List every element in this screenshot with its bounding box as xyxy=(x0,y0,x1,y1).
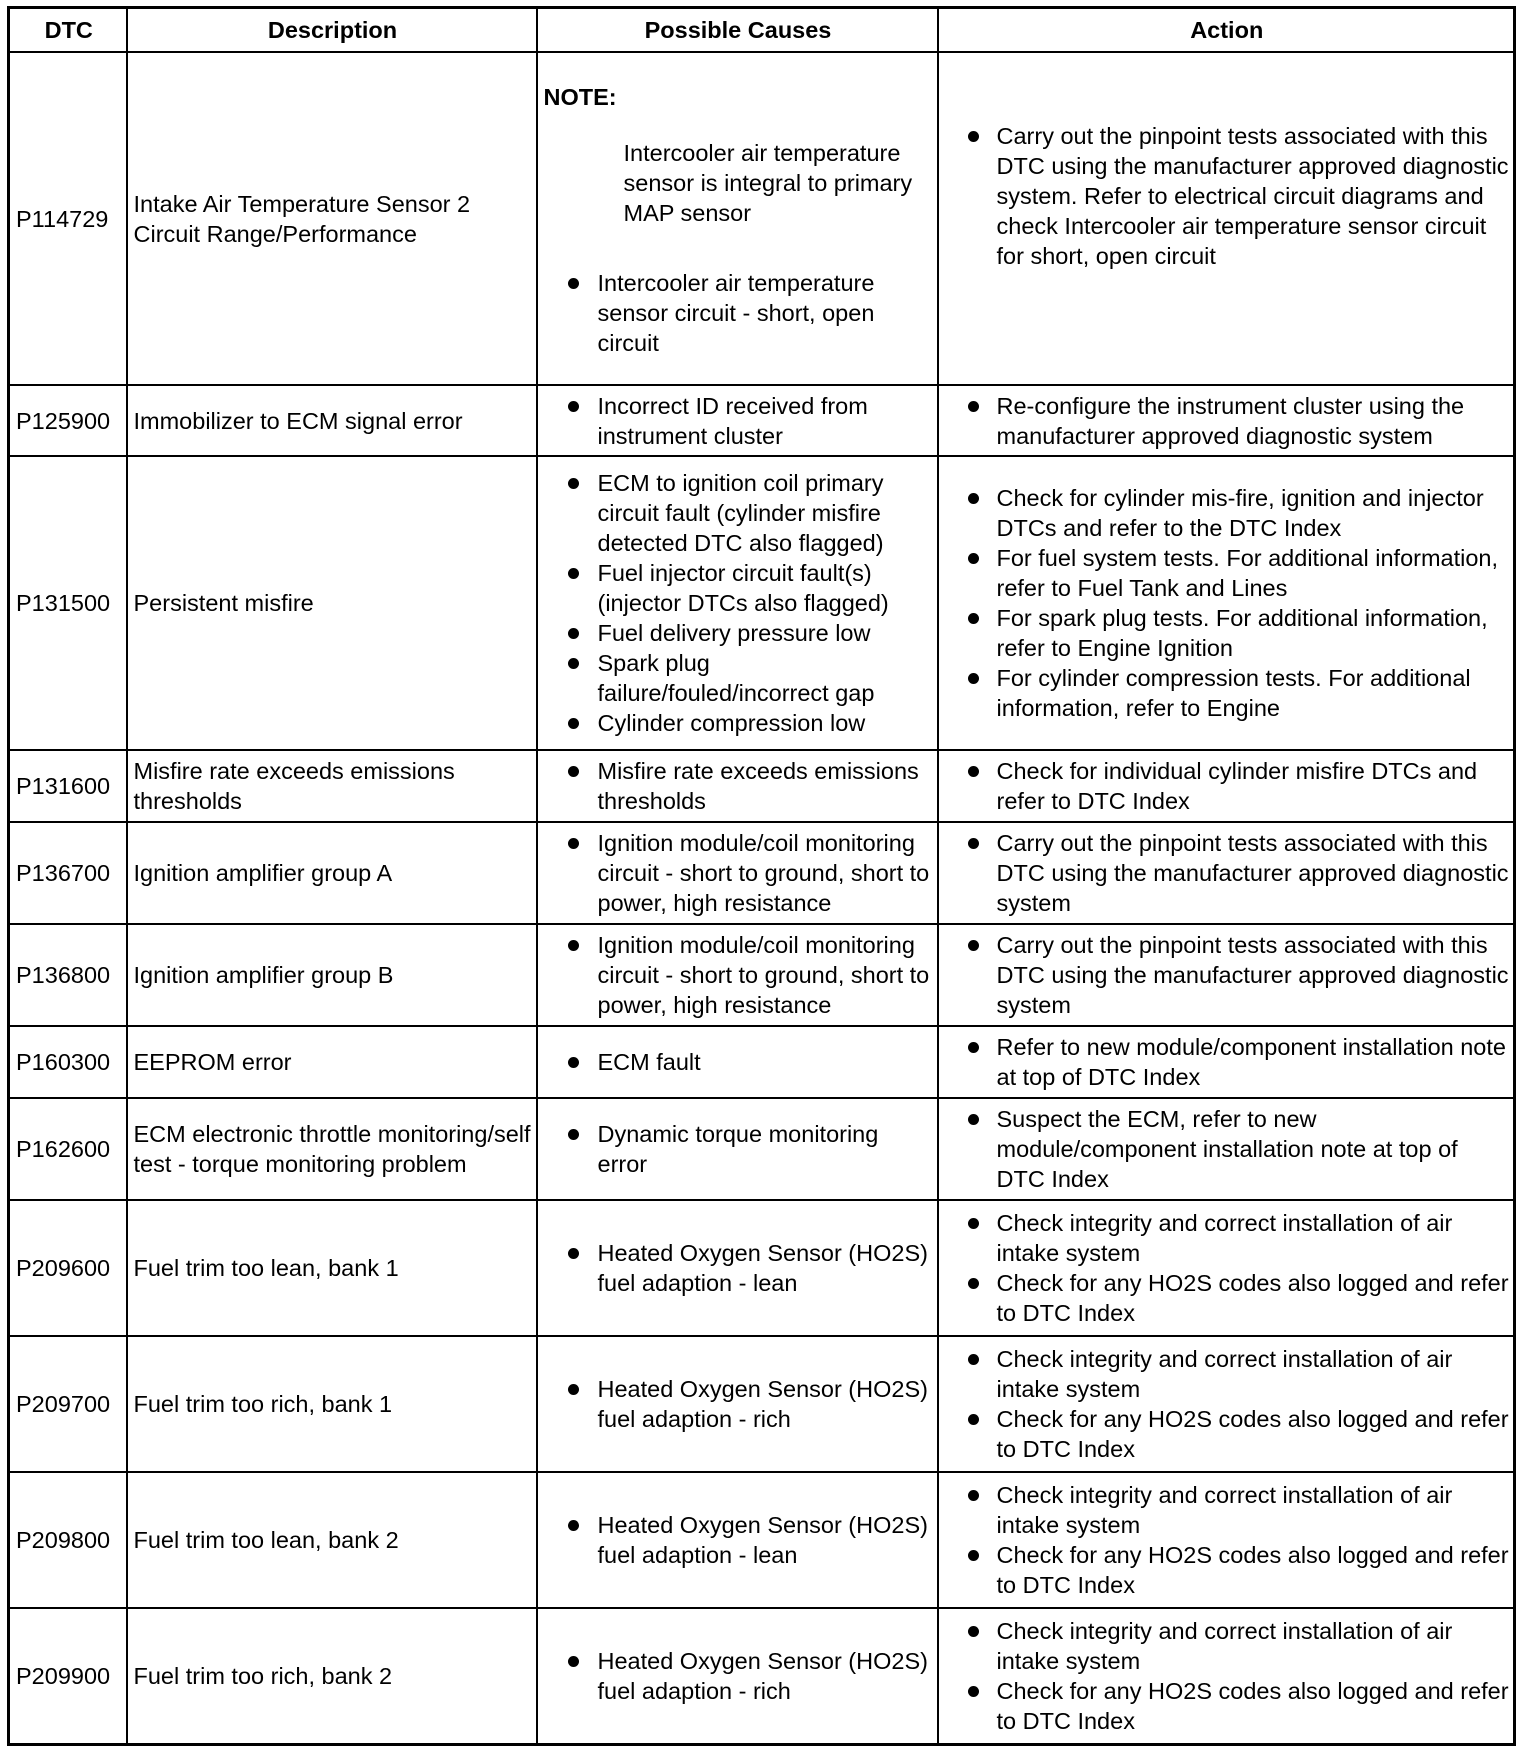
dtc-code: P136700 xyxy=(9,822,127,924)
action-item: Carry out the pinpoint tests associated with this DTC using the manufacturer approved diagnostic system xyxy=(945,828,1510,918)
dtc-code: P131600 xyxy=(9,750,127,822)
header-description: Description xyxy=(127,8,537,53)
dtc-description: Fuel trim too rich, bank 1 xyxy=(127,1336,537,1472)
action-item: Check for any HO2S codes also logged and refer to DTC Index xyxy=(945,1268,1510,1328)
causes-list xyxy=(544,756,933,816)
actions-cell xyxy=(938,924,1515,1026)
header-dtc: DTC xyxy=(9,8,127,53)
action-item: Check for any HO2S codes also logged and refer to DTC Index xyxy=(945,1540,1510,1600)
actions-list xyxy=(945,1104,1510,1194)
actions-list xyxy=(945,121,1510,271)
actions-cell xyxy=(938,750,1515,822)
dtc-code: P209600 xyxy=(9,1200,127,1336)
causes-list xyxy=(544,391,933,451)
dtc-code: P136800 xyxy=(9,924,127,1026)
possible-causes-cell xyxy=(537,1608,938,1744)
actions-cell xyxy=(938,822,1515,924)
actions-list xyxy=(945,391,1510,451)
cause-item: Incorrect ID received from instrument cluster xyxy=(544,391,933,451)
table-row xyxy=(9,1336,1515,1472)
dtc-code: P160300 xyxy=(9,1026,127,1098)
actions-list xyxy=(945,1480,1510,1600)
action-item: For fuel system tests. For additional information, refer to Fuel Tank and Lines xyxy=(945,543,1510,603)
action-item: Check for cylinder mis-fire, ignition and injector DTCs and refer to the DTC Index xyxy=(945,483,1510,543)
table-row xyxy=(9,52,1515,385)
dtc-code: P125900 xyxy=(9,385,127,456)
actions-list xyxy=(945,1616,1510,1736)
dtc-table xyxy=(7,6,1516,1746)
causes-list xyxy=(544,1119,933,1179)
possible-causes-cell xyxy=(537,385,938,456)
dtc-description: ECM electronic throttle monitoring/self test - torque monitoring problem xyxy=(127,1098,537,1200)
possible-causes-cell xyxy=(537,1336,938,1472)
actions-cell xyxy=(938,1098,1515,1200)
table-row xyxy=(9,1608,1515,1744)
table-row xyxy=(9,1472,1515,1608)
cause-item: Heated Oxygen Sensor (HO2S) fuel adaption - rich xyxy=(544,1374,933,1434)
cause-item: Fuel injector circuit fault(s) (injector DTCs also flagged) xyxy=(544,558,933,618)
cause-item: Spark plug failure/fouled/incorrect gap xyxy=(544,648,933,708)
causes-list xyxy=(544,268,933,358)
table-row xyxy=(9,385,1515,456)
header-possible-causes: Possible Causes xyxy=(537,8,938,53)
dtc-description: Misfire rate exceeds emissions thresholds xyxy=(127,750,537,822)
actions-cell xyxy=(938,1472,1515,1608)
note-text: Intercooler air temperature sensor is integral to primary MAP sensor xyxy=(623,139,913,226)
dtc-description: Intake Air Temperature Sensor 2 Circuit Range/Performance xyxy=(127,52,537,385)
table-row xyxy=(9,750,1515,822)
actions-cell xyxy=(938,456,1515,750)
dtc-code: P162600 xyxy=(9,1098,127,1200)
action-item: Carry out the pinpoint tests associated with this DTC using the manufacturer approved diagnostic system xyxy=(945,930,1510,1020)
dtc-code: P131500 xyxy=(9,456,127,750)
dtc-description: Ignition amplifier group A xyxy=(127,822,537,924)
dtc-code: P209700 xyxy=(9,1336,127,1472)
causes-list xyxy=(544,930,933,1020)
possible-causes-cell xyxy=(537,822,938,924)
cause-item: Dynamic torque monitoring error xyxy=(544,1119,933,1179)
action-item: Check for individual cylinder misfire DTCs and refer to DTC Index xyxy=(945,756,1510,816)
possible-causes-cell xyxy=(537,1098,938,1200)
action-item: Suspect the ECM, refer to new module/component installation note at top of DTC Index xyxy=(945,1104,1510,1194)
action-item: Check integrity and correct installation of air intake system xyxy=(945,1344,1510,1404)
possible-causes-cell xyxy=(537,1026,938,1098)
table-body xyxy=(9,52,1515,1744)
table-row xyxy=(9,1098,1515,1200)
actions-list xyxy=(945,1344,1510,1464)
actions-list xyxy=(945,828,1510,918)
action-item: For cylinder compression tests. For additional information, refer to Engine xyxy=(945,663,1510,723)
actions-list xyxy=(945,1208,1510,1328)
table-row xyxy=(9,822,1515,924)
causes-list xyxy=(544,1374,933,1434)
cause-item: Heated Oxygen Sensor (HO2S) fuel adaption - rich xyxy=(544,1646,933,1706)
action-item: Check integrity and correct installation of air intake system xyxy=(945,1616,1510,1676)
causes-list xyxy=(544,1047,933,1077)
cause-item: Ignition module/coil monitoring circuit - short to ground, short to power, high resistance xyxy=(544,930,933,1020)
dtc-description: Fuel trim too rich, bank 2 xyxy=(127,1608,537,1744)
action-item: Check integrity and correct installation of air intake system xyxy=(945,1208,1510,1268)
actions-cell xyxy=(938,1336,1515,1472)
actions-cell xyxy=(938,385,1515,456)
action-item: Check for any HO2S codes also logged and refer to DTC Index xyxy=(945,1404,1510,1464)
cause-item: ECM to ignition coil primary circuit fault (cylinder misfire detected DTC also flagged) xyxy=(544,468,933,558)
cause-item: Intercooler air temperature sensor circuit - short, open circuit xyxy=(544,268,933,358)
dtc-description: Ignition amplifier group B xyxy=(127,924,537,1026)
actions-list xyxy=(945,1032,1510,1092)
possible-causes-cell xyxy=(537,750,938,822)
cause-item: Misfire rate exceeds emissions thresholds xyxy=(544,756,933,816)
causes-list xyxy=(544,828,933,918)
dtc-code: P114729 xyxy=(9,52,127,385)
causes-list xyxy=(544,468,933,738)
dtc-description: Persistent misfire xyxy=(127,456,537,750)
cause-item: Fuel delivery pressure low xyxy=(544,618,933,648)
table-row xyxy=(9,1026,1515,1098)
cause-item: Heated Oxygen Sensor (HO2S) fuel adaption - lean xyxy=(544,1238,933,1298)
cause-item: Cylinder compression low xyxy=(544,708,933,738)
action-item: Carry out the pinpoint tests associated with this DTC using the manufacturer approved diagnostic system. Refer to electrical circuit diagrams and check Intercooler air temperature sensor circuit for short, open circuit xyxy=(945,121,1510,271)
note-title: NOTE: xyxy=(543,83,617,110)
possible-causes-cell xyxy=(537,1200,938,1336)
dtc-code: P209900 xyxy=(9,1608,127,1744)
cause-item: ECM fault xyxy=(544,1047,933,1077)
table-row xyxy=(9,1200,1515,1336)
possible-causes-cell xyxy=(537,52,938,385)
possible-causes-cell xyxy=(537,924,938,1026)
dtc-description: EEPROM error xyxy=(127,1026,537,1098)
causes-list xyxy=(544,1510,933,1570)
cause-item: Ignition module/coil monitoring circuit - short to ground, short to power, high resistance xyxy=(544,828,933,918)
actions-list xyxy=(945,930,1510,1020)
dtc-description: Immobilizer to ECM signal error xyxy=(127,385,537,456)
action-item: Check for any HO2S codes also logged and refer to DTC Index xyxy=(945,1676,1510,1736)
action-item: For spark plug tests. For additional information, refer to Engine Ignition xyxy=(945,603,1510,663)
table-row xyxy=(9,924,1515,1026)
dtc-description: Fuel trim too lean, bank 1 xyxy=(127,1200,537,1336)
dtc-description: Fuel trim too lean, bank 2 xyxy=(127,1472,537,1608)
action-item: Refer to new module/component installation note at top of DTC Index xyxy=(945,1032,1510,1092)
action-item: Check integrity and correct installation of air intake system xyxy=(945,1480,1510,1540)
actions-cell xyxy=(938,1608,1515,1744)
action-item: Re-configure the instrument cluster using the manufacturer approved diagnostic system xyxy=(945,391,1510,451)
dtc-code: P209800 xyxy=(9,1472,127,1608)
causes-list xyxy=(544,1238,933,1298)
actions-cell xyxy=(938,52,1515,385)
possible-causes-cell xyxy=(537,456,938,750)
table-header-row xyxy=(9,8,1515,53)
actions-list xyxy=(945,756,1510,816)
actions-cell xyxy=(938,1200,1515,1336)
cause-item: Heated Oxygen Sensor (HO2S) fuel adaption - lean xyxy=(544,1510,933,1570)
causes-list xyxy=(544,1646,933,1706)
possible-causes-cell xyxy=(537,1472,938,1608)
table-row xyxy=(9,456,1515,750)
actions-cell xyxy=(938,1026,1515,1098)
header-action: Action xyxy=(938,8,1515,53)
actions-list xyxy=(945,483,1510,723)
